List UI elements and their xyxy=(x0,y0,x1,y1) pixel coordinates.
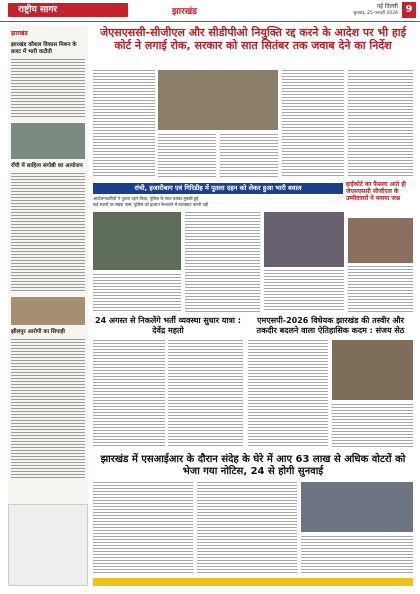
left-story-photo-2 xyxy=(11,297,85,325)
lead-text-col-2 xyxy=(158,134,216,178)
story-a-text-1 xyxy=(93,340,165,448)
left-story-2-text xyxy=(11,173,85,293)
edition-date: बुधवार, 25 फरवरी 2026 xyxy=(353,11,398,16)
banner-text-col-4 xyxy=(348,266,413,312)
lead-text-col-1 xyxy=(93,70,155,178)
banner-text-col-2 xyxy=(93,274,181,312)
banner-text-col-1 xyxy=(185,212,260,312)
story-c-text-3 xyxy=(301,536,413,574)
left-column-heading: झारखंड xyxy=(11,30,28,37)
story-c-text-2 xyxy=(197,482,297,574)
left-story-1-title: झारखंड कौशल विकास मिशन के बजट में भारी कटौती xyxy=(11,41,77,55)
banner-bullet-2: कई स्थानों पर सड़क जाम, पुलिस को हालात संभालने में मशक्कत करनी पड़ी xyxy=(93,201,209,207)
story-b-headline: एमएसपी-2026 विधेयक झारखंड की तस्वीर और तकदीर बदलने वाला ऐतिहासिक कदम : संजय सेठ xyxy=(256,316,405,335)
lead-headline: जेएसएससी-सीजीएल और सीडीपीओ नियुक्ति रद्द करने के आदेश पर भी हाई कोर्ट ने लगाई रोक, सरकार को सात सितंबर तक जवाब देने का निर्देश xyxy=(100,26,406,52)
story-b-photo xyxy=(332,340,413,400)
lead-text-col-5 xyxy=(348,70,413,178)
advertisement-box xyxy=(8,504,88,586)
footer-color-strip xyxy=(93,578,413,586)
story-c-photo xyxy=(301,482,413,532)
protest-photo-2 xyxy=(264,212,344,267)
masthead xyxy=(0,0,420,22)
story-c-text-1 xyxy=(93,482,193,574)
left-column xyxy=(8,26,88,586)
story-a-text-2 xyxy=(168,340,243,448)
lead-text-col-3 xyxy=(220,134,278,178)
side-headline: हाईकोर्ट का फैसला आते ही जेएसएससी सीजीएल के उम्मीदवारों ने मनाया जश्न xyxy=(346,181,406,202)
left-story-3-text xyxy=(11,339,85,479)
lead-text-col-4 xyxy=(282,70,344,178)
edition-city: नई दिल्ली xyxy=(376,3,398,10)
banner-text-col-3 xyxy=(264,270,344,312)
lead-photo xyxy=(158,70,278,130)
banner-bullet-1: आंदोलनकारियों ने पुतला दहन किया, पुलिस के साथ धक्का-मुक्की हुई xyxy=(93,196,199,201)
left-story-2-title: राँची में साहित्य संगोष्ठी का आयोजन xyxy=(11,162,83,169)
newspaper-brand: राष्ट्रीय सागर xyxy=(8,3,128,17)
story-c-headline: झारखंड में एसआईआर के दौरान संदेह के घेरे में आए 63 लाख से अधिक वोटरों को भेजा गया नोटिस, 24 से होगी सुनवाई xyxy=(100,454,406,477)
left-story-photo xyxy=(11,123,85,159)
celebration-photo xyxy=(348,218,413,263)
blue-banner-headline: रांची, हजारीबाग एवं गिरिडीह में पुतला दहन को लेकर हुआ भारी बवाल xyxy=(93,183,343,194)
story-b-text-2 xyxy=(332,404,413,448)
protest-photo xyxy=(93,212,181,270)
page-number: 9 xyxy=(402,2,416,18)
banner-bullets xyxy=(93,196,343,207)
left-story-1-text xyxy=(11,59,85,119)
left-story-3-title: झीलपुर आरोपी का सिपाही xyxy=(11,328,65,335)
story-a-headline: 24 अगस्त से निकलेंगे भर्ती व्यवस्था सुधार यात्रा : देवेंद्र महतो xyxy=(95,316,241,335)
story-b-text-1 xyxy=(248,340,328,448)
lead-story xyxy=(93,26,413,66)
section-title: झारखंड xyxy=(172,7,197,17)
